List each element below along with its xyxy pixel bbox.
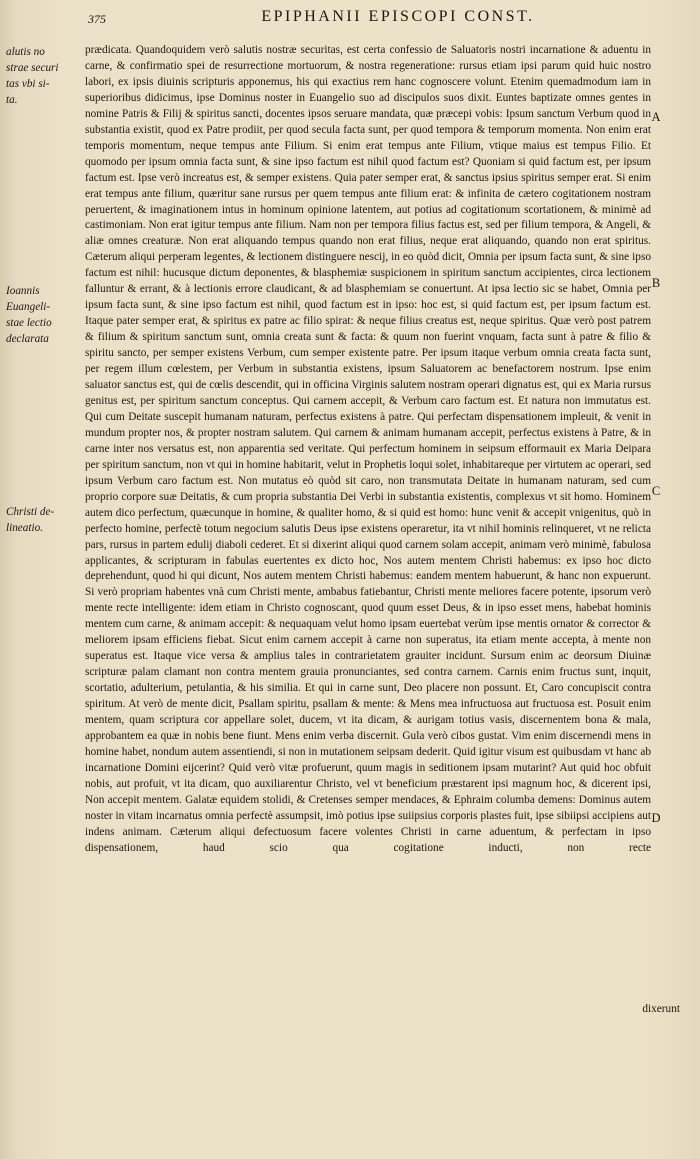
margin-note-line: Ioannis: [6, 285, 40, 297]
main-text-column: [85, 43, 651, 857]
section-marker-d: D: [651, 811, 661, 825]
margin-note-line: stae lectio: [6, 317, 52, 329]
page-number: 375: [88, 12, 106, 26]
margin-note-line: ta.: [6, 94, 18, 106]
margin-note-line: lineatio.: [6, 522, 43, 534]
section-marker-b: B: [651, 276, 661, 290]
margin-note-line: declarata: [6, 333, 49, 345]
section-marker-a: A: [651, 110, 661, 124]
margin-note-line: Christi de-: [6, 506, 55, 518]
margin-note-line: Euangeli-: [6, 301, 51, 313]
margin-note-line: alutis no: [6, 46, 45, 58]
body-paragraph: prædicata. Quandoquidem verò salutis nostræ securitas, est certa confessio de Saluatoris nostri incarnatione & aduentu in carne, & confirmatio spei de resurrectione mortuorum, & nostra regeneratione: rursus etiam ipsi parum quid huic nostro labori, ex ipsis diuinis scripturis apponemus, his qui exactius rem hanc cognoscere volunt. Etenim quemadmodum iam in superioribus didicimus, ipse Dominus noster in Euangelio suo ad discipulos suos dixit. Euntes baptizate omnes gentes in nomine Patris & Filij & spiritus sancti, docentes ipsos seruare mandata, quæ præcepi vobis: Ipsum sanctum Verbum quod in substantia existit, quod ex Patre prodiit, per quod secula facta sunt, per quod tempora & temporum momenta. Non enim erat temporis momentum, neque tempus ante Filium. Si enim erat tempus ante Filium, vtique maius est tempus Filio. Et quomodo per ipsum omnia facta sunt, & sine ipso factum est nihil quod factum est? Quoniam si quid factum est, per ipsum factum est. Ipse verò increatus est, & semper existens. Quia pater semper erat, & sanctus ipsius spiritus semper erat. Si enim erat tempus ante filium, quæritur sane rursus per quem tempus ante filium erat: & infinita de cætero cogitationem nostram peruertent, & imaginationem intus in hominum opinione latentem, aut potius ad cogitationum scortationem, & minimè ad castimoniam. Non erat igitur tempus ante filium. Nam non per tempora filius factus est, sed per filium tempora, & Angeli, & aliæ omnes creaturæ. Non erat aliquando tempus quando non erat filius, neque erat aliquando, quando non erat spiritus. Cæterum aliqui perperam legentes, & lectionem distinguere nescij, in eo quòd dicit, Omnia per ipsum facta sunt, & sine ipso factum est nihil: hucusque dictum deponentes, & blasphemiæ suspicionem in spiritum sanctum accipientes, circa lectionem falluntur & errant, & à lectionis errore claudicant, & ad blasphemiam se conuertunt. At ipsa lectio sic se habet, Omnia per ipsum facta sunt, & sine ipso factum est nihil, quod factum est in ipso: hoc est, si quid factum est, per ipsum factum est. Itaque pater semper erat, & spiritus ex patre ac filio spirat: & neque filius creatus est, neque spiritus. Quæ verò post patrem & filium & spiritum sanctum sunt, omnia creata sunt & facta: & quum non fuerint vnquam, facta sunt à patre & filio & spiritu sancto, per semper existens Verbum, cum semper existente patre. Per ipsum itaque verbum omnia creata facta sunt, per regem illum cœlestem, per Verbum in substantia existens, ipsum Saluatorem ac benefactorem nostrum. Ipse enim saluator sanctus est, qui de cœlis descendit, qui in officina Virginis salutem nostram operari dignatus est, qui ex Maria rursus genitus est, per spiritum sanctum conceptus. Qui carnem accepit, & Verbum caro factum est. Et natura non immutatus est. Qui cum Deitate suscepit humanam naturam, perfectus existens à patre. Qui perfectam dispensationem impleuit, & venit in mundum propter nos, & propter nostram salutem. Qui carnem & animam humanam accepit, perfectus existens à Patre, & in carne inter nos versatus est, non apparentia sed veritate. Qui perfectum hominem in seipsum efformauit ex Maria Deipara per spiritum sanctum, non vt qui in homine habitarit, velut in Prophetis loqui solet, inhabitareque per virtutem ac operari, sed ipsum Verbum caro factum est. Non mutatus eò quòd sit caro, non transmutata Deitate in humanam naturam, sed cum proprio corpore suæ Deitatis, & cum propria substantia Dei Verbi in substantia existentis, complexus vt sit homo. Hominem autem dico perfectum, quæcunque in homine, & qualiter homo, & si quid est homo: hunc venit & accepit vnigenitus, quò in perfecto homine, perfectè totum negocium salutis Deus ipse existens operaretur, ita vt nihil hominis relinqueret, vt ne relicta pars, rursus in partem edulij diaboli cederet. Et si dixerint aliqui quod carnem solam accepit, animam verò minimè, fabulosa applicantes, & scripturam in fabulas euertentes ex dicto hoc, Nos autem mentem Christi habemus: ex ipso hoc dicto deprehendunt, quod hi qui dicunt, Nos autem mentem Christi habemus: eandem mentem habuerunt, & hanc non expuerunt. Si verò propriam habentes vnà cum Christi mente, ambabus fatiebantur, Christi mente meliores facere potente, ipsorum verò mente recte intelligente: idem etiam in Christo cognoscant, quod quum esset Deus, & in ipso esset mens, habebat hominis mentem cum carne, & animam accepit: & nequaquam velut homo ipsam euertebat verùm ipse mentis ornator & corrector & meliorem ipsam efficiens fiebat. Sicut enim carnem accepit à carne non superatus, ita etiam mente accepta, à mente non superatus est. Itaque vice versa & amplius tales in contrarietatem grauiter incidunt. Sursum enim ac deorsum Diuinæ scripturæ palam clamant non contra mentem grauia pronunciantes, sed contra carnem. Carnis enim fructus sunt, inquit, scortatio, adulterium, petulantia, & his similia. Et qui in carne sunt, Deo placere non possunt. Et, Caro concupiscit contra spiritum. At verò de mente dicit, Psallam spiritu, psallam & mente: & Mens mea infructuosa aut fructuosa est. Posuit enim mentem, quam scriptura cor appellare solet, ducem, vt ita dicam, & aurigam totius vasis, discernentem bona & mala, approbantem ea quæ in nobis bene fiunt. Mens enim verba discernit. Gula verò cibos gustat. Vim enim discernendi mens in homine habet, nondum autem assentiendi, si non in mutationem seipsam dederit. Quid igitur visum est quibusdam vt hanc ab incarnatione Domini eijcerint? Quid verò vitæ profuerunt, quum magis in seditionem ipsam mutarint? Aut quid hoc obfuit nobis, aut profuit, vt ita dicam, quo auxiliarentur Christo, vel vt beneficium præstarent ipsi magnum hoc, & dicerent ipsi, Non accepit mentem. Galatæ equidem stolidi, & Cretenses semper mendaces, & Ephraim columba demens: Dominus autem noster in vitam incarnatus omnia perfectè assumpsit, imò potius ipse suiipsius corporis plastes fuit, ipse sibiipsi accipiens aut indens animam. Cæterum aliqui defectuosum facere volentes Christi in carne aduentum, & perfectam in ipso dispensationem, haud scio qua cogitatione inducti, non recte: [85, 44, 651, 854]
catchword: dixerunt: [642, 1003, 680, 1015]
page-header: [88, 8, 688, 36]
margin-notes: [0, 0, 84, 1159]
section-marker-c: C: [651, 484, 661, 498]
margin-note-line: strae securi: [6, 62, 59, 74]
margin-note-line: tas vbi si-: [6, 78, 50, 90]
running-title: EPIPHANII EPISCOPI CONST.: [261, 8, 535, 25]
